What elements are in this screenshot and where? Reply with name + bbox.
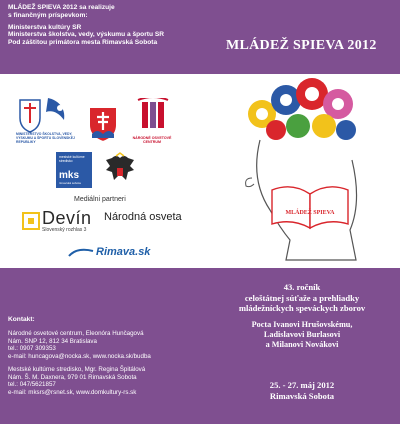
contact-line: tel.: 0907 309353 <box>8 345 56 353</box>
ministry-school-logo <box>14 94 82 154</box>
event-tribute <box>210 320 394 351</box>
tribute-line: a Milanovi Novákovi <box>265 340 339 350</box>
funding-note <box>8 4 218 47</box>
funding-line: Pod záštitou primátora mesta Rimavská Sobota <box>8 39 158 47</box>
tribute-line: Pocta Ivanovi Hrušovskému, <box>251 320 353 329</box>
ministry-crest-icon <box>14 94 82 154</box>
noc-text: NÁRODNÉ OSVETOVÉ CENTRUM <box>132 136 172 144</box>
event-date: 25. - 27. máj 2012 <box>269 380 335 390</box>
book-text: MLÁDEŽ SPIEVA <box>285 210 335 216</box>
rimavska-sobota-crest <box>102 152 138 190</box>
noc-logo <box>124 98 180 150</box>
media-partners-label: Mediálni partneri <box>74 196 126 203</box>
funding-line: s finančným príspevkom: <box>8 11 88 19</box>
tribute-line: Ladislavovi Burlasovi <box>263 330 341 340</box>
contact-line: e-mail: huncagova@nocka.sk, www.nocka.sk/budba <box>8 352 151 360</box>
contact-line: Nám. SNP 12, 812 34 Bratislava <box>8 337 97 345</box>
rimava-swoosh-icon <box>68 248 94 258</box>
flower-cluster-icon <box>248 78 356 140</box>
event-line: celoštátnej súťaže a prehliadky <box>244 292 360 303</box>
contact-block-mks <box>8 366 145 396</box>
funding-line: Ministerstva kultúry SR <box>8 23 82 31</box>
devin-name: Devín <box>42 208 92 228</box>
coat-of-arms-icon <box>86 104 120 144</box>
contact-heading: Kontakt: <box>8 316 35 323</box>
event-place: Rimavská Sobota <box>269 390 335 401</box>
contact-line: tel.: 047/5621857 <box>8 381 56 389</box>
event-date-place <box>210 380 394 401</box>
slovak-coat-of-arms <box>86 104 120 144</box>
book-icon <box>272 187 348 228</box>
page-title: MLÁDEŽ SPIEVA 2012 <box>226 38 377 53</box>
mks-text: mestské kultúrne stredisko <box>59 155 85 163</box>
contact-line: Národné osvetové centrum, Eleonóra Hunčagová <box>8 330 144 337</box>
rimava-logo: Rimava.sk <box>96 246 151 258</box>
eagle-crest-icon <box>102 152 138 190</box>
noc-emblem-icon <box>124 98 180 138</box>
contact-line: Nám. Š. M. Daxnera, 979 01 Rimavská Sobota <box>8 373 137 381</box>
funding-line: Ministerstva školstva, vedy, výskumu a športu SR <box>8 31 164 39</box>
devin-subtitle: Slovenský rozhlas 3 <box>42 227 87 233</box>
flower-head-illustration <box>220 70 370 270</box>
mks-logo <box>56 152 92 188</box>
contact-line: e-mail: mksrs@rsnet.sk, www.domkultury-rs.sk <box>8 388 137 396</box>
devin-mark-icon <box>22 212 40 230</box>
event-edition: 43. ročník <box>283 282 321 292</box>
mks-short: mks <box>59 170 80 181</box>
event-line: mládežníckych speváckych zborov <box>238 303 366 314</box>
funding-line: MLÁDEŽ SPIEVA 2012 sa realizuje <box>8 4 115 11</box>
devin-logo <box>22 212 40 230</box>
event-description <box>210 282 394 314</box>
ministry-school-text: MINISTERSTVO ŠKOLSTVA, VEDY, VÝSKUMU A ŠPORTU SLOVENSKEJ REPUBLIKY <box>16 132 75 144</box>
mks-city: rimavská sobota <box>59 181 81 185</box>
contact-line: Mestské kultúrne stredisko, Mgr. Regina Špitálová <box>8 366 146 373</box>
contact-block-noc <box>8 330 151 360</box>
narodna-osveta: Národná osveta <box>104 211 182 223</box>
